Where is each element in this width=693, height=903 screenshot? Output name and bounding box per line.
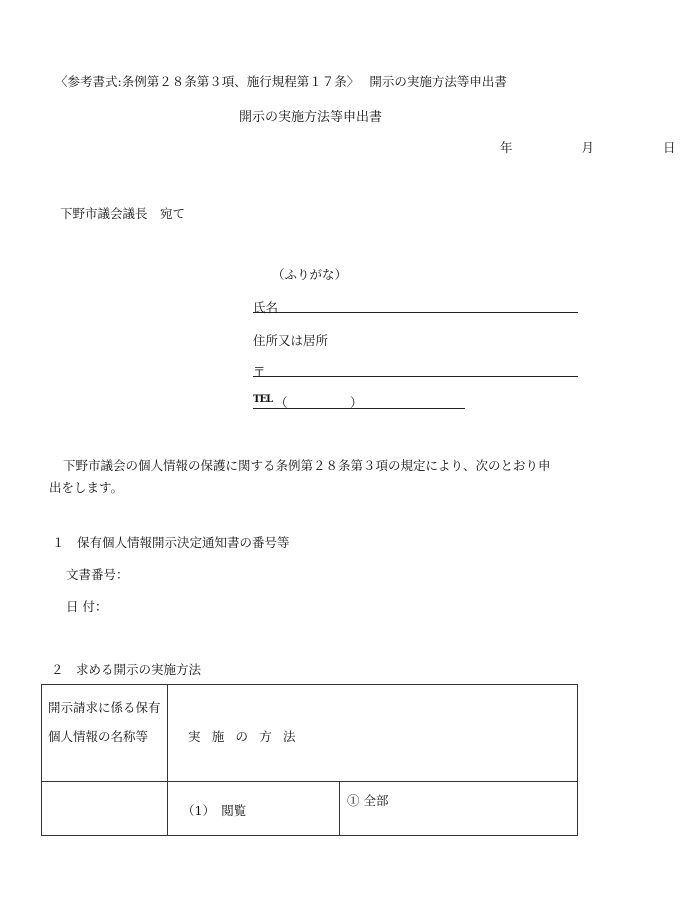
intro-line-2: 出をします。: [49, 480, 124, 495]
postal-mark: 〒: [253, 364, 266, 379]
header-cell-method: [168, 685, 578, 782]
header-info-name-text: 開示請求に係る保有個人情報の名称等: [48, 700, 161, 744]
furigana-label: （ふりがな）: [272, 267, 348, 282]
date-label: 日 付：: [66, 599, 108, 614]
option-all-label: ① 全部: [347, 793, 389, 808]
row-option-cell[interactable]: [340, 782, 578, 836]
disclosure-method-table: [41, 684, 578, 836]
row-method-cell: [168, 782, 340, 836]
date-line: 年 月 日: [500, 140, 693, 155]
reference-format-header: 〈参考書式:条例第２８条第３項、施行規程第１７条〉 開示の実施方法等申出書: [55, 74, 507, 89]
name-label: 氏名: [253, 300, 279, 315]
row-info-name-cell[interactable]: [42, 782, 168, 836]
section1-heading: １ 保有個人情報開示決定通知書の番号等: [52, 535, 290, 550]
table-header-row: [42, 685, 578, 782]
method-viewing-label: （1） 閲覧: [182, 803, 247, 818]
header-cell-info-name: [42, 685, 168, 782]
address-underline: [253, 376, 578, 377]
address-label: 住所又は居所: [253, 333, 329, 348]
tel-label: TEL: [253, 394, 273, 405]
document-title: 開示の実施方法等申出書: [239, 110, 383, 125]
document-number-label: 文書番号：: [66, 567, 129, 582]
addressee: 下野市議会議長 宛て: [60, 206, 186, 221]
name-underline: [253, 312, 578, 313]
table-row: [42, 782, 578, 836]
header-method-text: 実施の方法: [188, 729, 307, 744]
tel-underline: [253, 408, 465, 409]
intro-line-1: 下野市議会の個人情報の保護に関する条例第２８条第３項の規定により、次のとおり申: [63, 458, 551, 473]
tel-paren: （ ）: [275, 395, 363, 410]
section2-heading: ２ 求める開示の実施方法: [51, 662, 202, 677]
